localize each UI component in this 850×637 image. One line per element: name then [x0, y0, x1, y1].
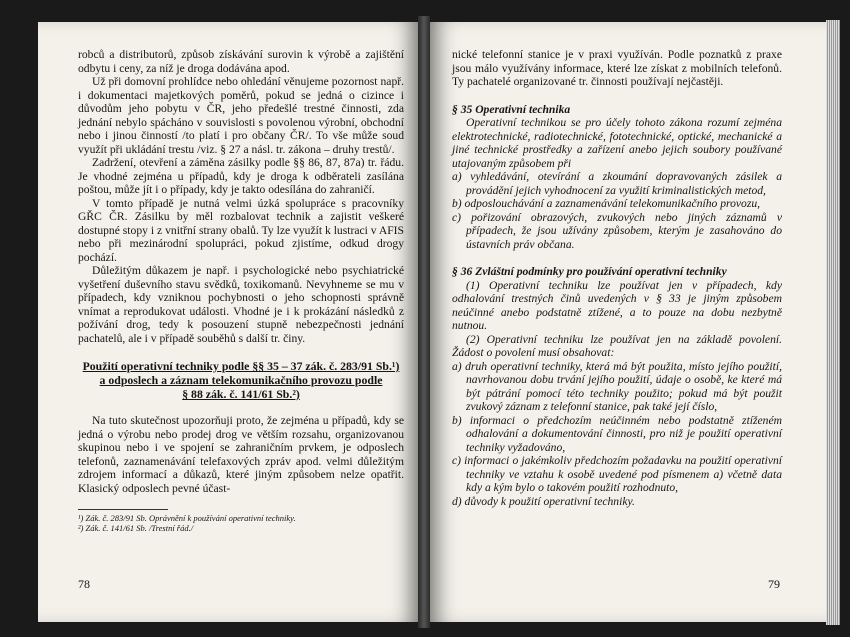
section-title: Použití operativní techniky podle §§ 35 – 37 zák. č. 283/91 Sb.¹): [82, 359, 400, 373]
paragraph: robců a distributorů, způsob získávání surovin k výrobě a zajištění odbytu i ceny, za níž je droga dodávána apod.: [78, 48, 404, 75]
page-edges: [826, 20, 840, 625]
list-item: b) informaci o předchozím neúčinném nebo podstatně ztíženém odhalování a dokumentování činnosti, pro niž je použití operativní techniky vyžadováno,: [452, 413, 782, 454]
footnote: ¹) Zák. č. 283/91 Sb. Oprávnění k používání operativní techniky.: [78, 513, 296, 523]
paragraph: (1) Operativní techniku lze používat jen v případech, kdy odhalování trestných činů uvedených v § 33 je jiným způsobem neúčinné anebo podstatně ztížené, a to pouze na dobu nezbytně nutnou.: [452, 278, 782, 332]
page-number: 78: [78, 577, 90, 591]
paragraph: Na tuto skutečnost upozorňuji proto, že zejména u případů, kdy se jedná o výrobu nebo prodej drog ve větším rozsahu, organizovanou skupinou nebo i ve spojení se zahraničním prvkem, je odposlech telefonů, zaznamenávání telefaxových zpráv apod. velmi důležitým zdrojem informací a důkazů, které jiným způsobem nelze opatřit. Klasický odposlech pevné účast-: [78, 414, 404, 495]
section-title: a odposlech a záznam telekomunikačního provozu podle: [99, 373, 383, 387]
paragraph: V tomto případě je nutná velmi úzká spolupráce s pracovníky GŘC ČR. Zásilku by měl rozbalovat technik a zajistit veškeré dostupné stopy i z vnitřní strany obalů. Ty lze využít k lustraci v AFIS nebo při mezinárodní spolupráci, pokud zjistíme, odkud drogy pochází.: [78, 196, 404, 264]
list-item: c) informaci o jakémkoliv předchozím požadavku na použití operativní techniky ve vztahu k osobě uvedené pod písmenem a) včetně data kdy a kým bylo o takovém použití rozhodnuto,: [452, 454, 782, 494]
paragraph: (2) Operativní techniku lze používat jen na základě povolení. Žádost o povolení musí obsahovat:: [452, 332, 782, 359]
section-heading: § 36 Zvláštní podmínky pro používání operativní techniky: [452, 265, 727, 278]
paragraph: Důležitým důkazem je např. i psychologické nebo psychiatrické vyšetření duševního stavu svědků, toxikomanů. Nevyhneme se mu v případech, kdy vzniknou pochybnosti o jeho schopnosti správně vnímat a reprodukovat události. Vhodné je i k prokázání následků z požívání drog, tedy k posouzení stupně nebezpečnosti jednání pachatelů, ale i v případě souběhů s další tr. činy.: [78, 264, 404, 345]
list-item: a) druh operativní techniky, která má být použita, místo jejího použití, navrhovanou dobu trvání jejího použití, údaje o osobě, ke které má být pátrání pomocí této techniky použito; pokud má být použit zvukový záznam z telefonní stanice, pak také její číslo,: [452, 359, 782, 413]
section-title: § 88 zák. č. 141/61 Sb.²): [182, 387, 300, 401]
paragraph: Už při domovní prohlídce nebo ohledání věnujeme pozornost např. i dokumentaci majetkových poměrů, pokud se jedná o cizince i důvodům jeho pobytu v ČR, jeho předešlé trestné činnosti, zda jednání nebylo spácháno v souvislosti s povolenou výrobní, obchodní nebo i jinou činností /to platí i pro občany ČR/. To vše může soud využít při ukládání trestu /viz. § 27 a násl. tr. zákona – druhy trestů/.: [78, 75, 404, 156]
paragraph: Zadržení, otevření a záměna zásilky podle §§ 86, 87, 87a) tr. řádu. Je vhodné zejména u případů, kdy je droga k odběrateli zasílána poštou, může jít i o případy, kdy je takto odesílána do zahraničí.: [78, 156, 404, 196]
list-item: c) pořizování obrazových, zvukových nebo jiných záznamů v případech, že jsou užívány způsobem, kterým je zasahováno do ústavních práv občana.: [452, 210, 782, 251]
page-number: 79: [768, 577, 780, 591]
list-item: b) odposlouchávání a zaznamenávání telekomunikačního provozu,: [452, 197, 761, 210]
left-page: [38, 22, 418, 622]
paragraph: nické telefonní stanice je v praxi využíván. Podle poznatků z praxe jsou málo využívány informace, které lze získat z mobilních telefonů. Ty pachatelé organizované tr. činnosti používají nejčastěji.: [452, 48, 782, 88]
footnote-separator: [78, 509, 168, 510]
list-item: a) vyhledávání, otevírání a zkoumání dopravovaných zásilek a provádění jejich vyhodnocení za využití kriminalistických metod,: [452, 170, 782, 197]
book-spine: [418, 16, 430, 628]
footnote: ²) Zák. č. 141/61 Sb. /Trestní řád./: [78, 523, 194, 533]
right-page: [430, 22, 826, 622]
paragraph: Operativní technikou se pro účely tohoto zákona rozumí zejména elektrotechnické, radiotechnické, fototechnické, optické, mechanické a jiné technické prostředky a zařízení anebo jejich soubory používané utajovaným způsobem při: [452, 116, 782, 170]
section-heading: § 35 Operativní technika: [452, 102, 571, 116]
list-item: d) důvody k použití operativní techniky.: [452, 494, 635, 508]
